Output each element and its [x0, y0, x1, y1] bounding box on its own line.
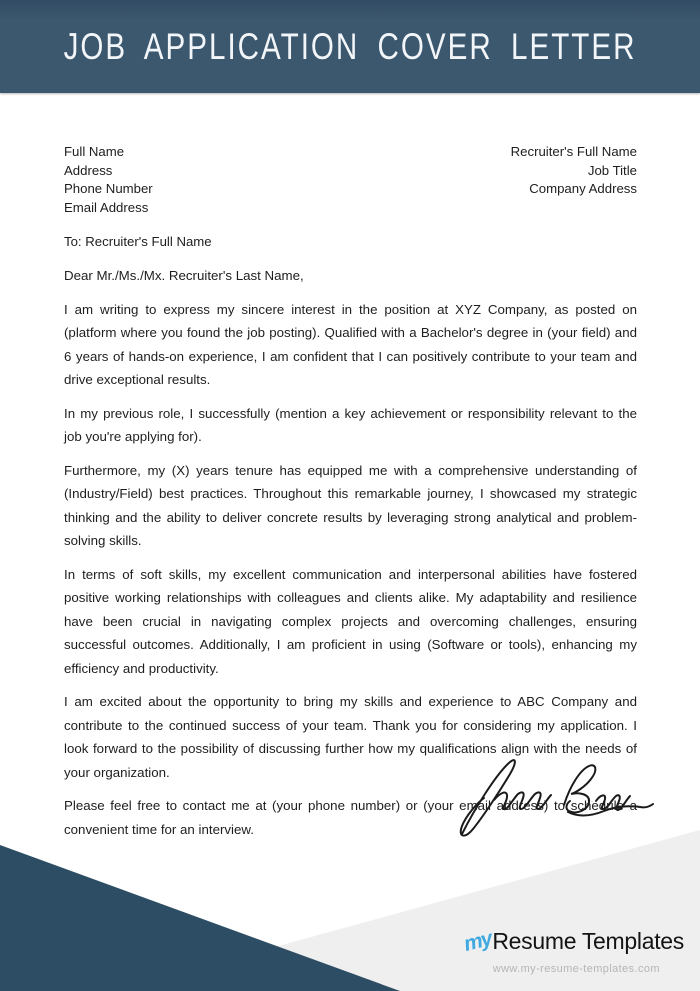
recipient-block: [511, 143, 637, 217]
sender-phone: Phone Number: [64, 181, 153, 196]
salutation: Dear Mr./Ms./Mx. Recruiter's Last Name,: [64, 268, 304, 283]
signature: [448, 750, 658, 840]
sender-email: Email Address: [64, 199, 149, 215]
address-row: [64, 143, 637, 217]
website-url: www.my-resume-templates.com: [492, 963, 660, 975]
signature-drawing: [448, 750, 658, 840]
page-title: JOB APPLICATION COVER LETTER: [63, 25, 637, 67]
sender-block: [64, 143, 153, 217]
header-band: [0, 0, 700, 93]
recipient-job-title: Job Title: [587, 162, 637, 178]
paragraph-experience: Furthermore, my (X) years tenure has equipped me with a comprehensive understanding of (Industry/Field) best practices. Throughout this remarkable journey, I showcased my strategic thinking and the ability to deliver concrete results by leveraging strong analytical and problem-solving skills.: [64, 462, 637, 548]
to-line: To: Recruiter's Full Name: [64, 234, 212, 249]
sender-name: Full Name: [64, 144, 125, 159]
sender-address: Address: [64, 162, 113, 178]
recipient-company-address: Company Address: [529, 181, 637, 196]
paragraph-intro: I am writing to express my sincere interest in the position at XYZ Company, as posted on (platform where you found the job posting). Qualified with a Bachelor's degree in (your field) and 6 years of hands-on experience, I am confident that I can positively contribute to your team and drive exceptional results.: [64, 301, 637, 387]
letter-content: [64, 93, 637, 841]
paragraph-closing: I am excited about the opportunity to bring my skills and experience to ABC Company and contribute to the continued success of your team. Thank you for considering my application. I look forward to the possibility of discussing further how my qualifications align with the needs of your organization.: [64, 694, 637, 780]
brand-name: Resume Templates: [492, 928, 684, 954]
paragraph-soft-skills: In terms of soft skills, my excellent communication and interpersonal abilities have fostered positive working relationships with colleagues and clients alike. My adaptability and resilience have been crucial in navigating complex projects and overcoming challenges, ensuring successful outcomes. Additionally, I am proficient in using (Software or tools), enhancing my efficiency and productivity.: [64, 566, 637, 676]
paragraph-previous-role: In my previous role, I successfully (mention a key achievement or responsibility relevant to the job you're applying for).: [64, 405, 637, 444]
recipient-name: Recruiter's Full Name: [510, 144, 637, 159]
brand-logo: [461, 926, 684, 956]
paragraph-contact: Please feel free to contact me at (your phone number) or (your email address) to schedule a convenient time for an interview.: [64, 798, 637, 837]
brand-my-icon: my: [461, 926, 494, 956]
